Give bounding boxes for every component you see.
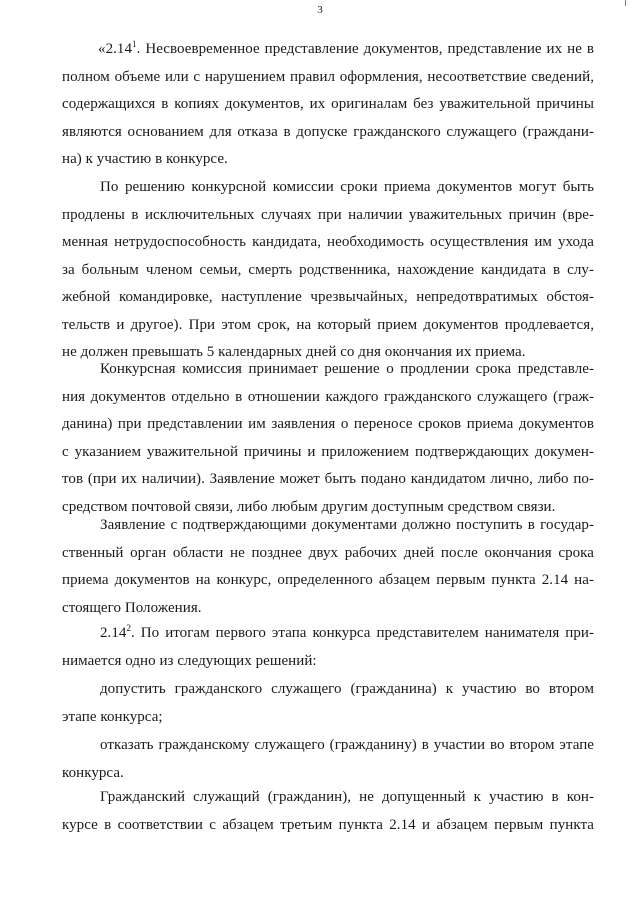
- paragraph-line: тельств и другое). При этом срок, на который прием документов продлевается,: [62, 316, 594, 333]
- paragraph-decision-admit: [62, 676, 594, 731]
- page-number: 3: [317, 4, 323, 16]
- paragraph-line: приема документов на конкурс, определенного абзацем первым пункта 2.14 на-: [62, 572, 594, 588]
- paragraph-line: допустить гражданского служащего (гражданина) к участию во втором: [100, 681, 594, 697]
- paragraph-line: средством почтовой связи, либо любым другим доступным средством связи.: [62, 498, 556, 515]
- paragraph-line: отказать гражданскому служащего (гражданину) в участии во втором этапе: [100, 737, 594, 753]
- paragraph-2-14-2: [62, 620, 594, 675]
- paragraph-line-text: . По итогам первого этапа конкурса представителем нанимателя при-: [131, 625, 594, 641]
- paragraph-line: с указанием уважительной причины и приложением подтверждающих докумен-: [62, 443, 594, 460]
- paragraph-line: По решению конкурсной комиссии сроки приема документов могут быть: [100, 179, 594, 195]
- paragraph-line: жебной командировке, наступление чрезвычайных, непредотвратимых обстоя-: [62, 289, 594, 305]
- paragraph-line: продлены в исключительных случаях при наличии уважительных причин (вре-: [62, 206, 594, 223]
- paragraph-line: на) к участию в конкурсе.: [62, 151, 228, 167]
- paragraph-application-deadline: [62, 512, 594, 622]
- paragraph-line: тов (при их наличии). Заявление может быть подано кандидатом лично, либо по-: [62, 471, 594, 487]
- clause-superscript: 1: [132, 39, 137, 49]
- paragraph-commission-decision: [62, 356, 594, 521]
- clause-number: 2.14: [100, 625, 127, 641]
- paragraph-not-admitted: [62, 784, 594, 839]
- paragraph-line: Конкурсная комиссия принимает решение о продлении срока представле-: [100, 361, 594, 377]
- paragraph-extension-terms: [62, 174, 594, 367]
- scan-corner-mark: [625, 0, 626, 6]
- paragraph-decision-refuse: [62, 732, 594, 787]
- open-quote: «: [98, 41, 106, 57]
- paragraph-2-14-1: [62, 36, 594, 174]
- paragraph-line: [62, 620, 594, 648]
- paragraph-line: не должен превышать 5 календарных дней со дня окончания их приема.: [62, 344, 526, 360]
- paragraph-line: [62, 36, 594, 64]
- paragraph-line: Заявление с подтверждающими документами должно поступить в государ-: [100, 517, 594, 533]
- paragraph-line: данина) при представлении им заявления о переносе сроков приема документов: [62, 416, 594, 432]
- paragraph-line: Гражданский служащий (гражданин), не допущенный к участию в кон-: [100, 789, 594, 805]
- paragraph-line: ственный орган области не позднее двух рабочих дней после окончания срока: [62, 544, 594, 561]
- paragraph-line: полном объеме или с нарушением правил оформления, несоответствие сведений,: [62, 68, 594, 85]
- paragraph-line: курсе в соответствии с абзацем третьим пункта 2.14 и абзацем первым пункта: [62, 816, 594, 833]
- paragraph-line: содержащихся в копиях документов, их оригиналам без уважительной причины: [62, 96, 594, 112]
- paragraph-line: этапе конкурса;: [62, 708, 163, 725]
- paragraph-line: нимается одно из следующих решений:: [62, 652, 317, 669]
- clause-number: 2.14: [105, 41, 133, 57]
- clause-superscript: 2: [126, 623, 132, 633]
- paragraph-line: являются основанием для отказа в допуске гражданского служащего (граждани-: [62, 123, 594, 140]
- paragraph-line-text: . Несвоевременное представление документов, представление их не в: [136, 41, 594, 57]
- paragraph-line: ния документов отдельно в отношении каждого гражданского служащего (граж-: [62, 388, 594, 405]
- paragraph-line: за больным членом семьи, смерть родственника, нахождение кандидата в слу-: [62, 261, 594, 278]
- paragraph-line: стоящего Положения.: [62, 599, 202, 616]
- paragraph-line: менная нетрудоспособность кандидата, необходимость осуществления им ухода: [62, 234, 594, 250]
- paragraph-line: конкурса.: [62, 764, 124, 781]
